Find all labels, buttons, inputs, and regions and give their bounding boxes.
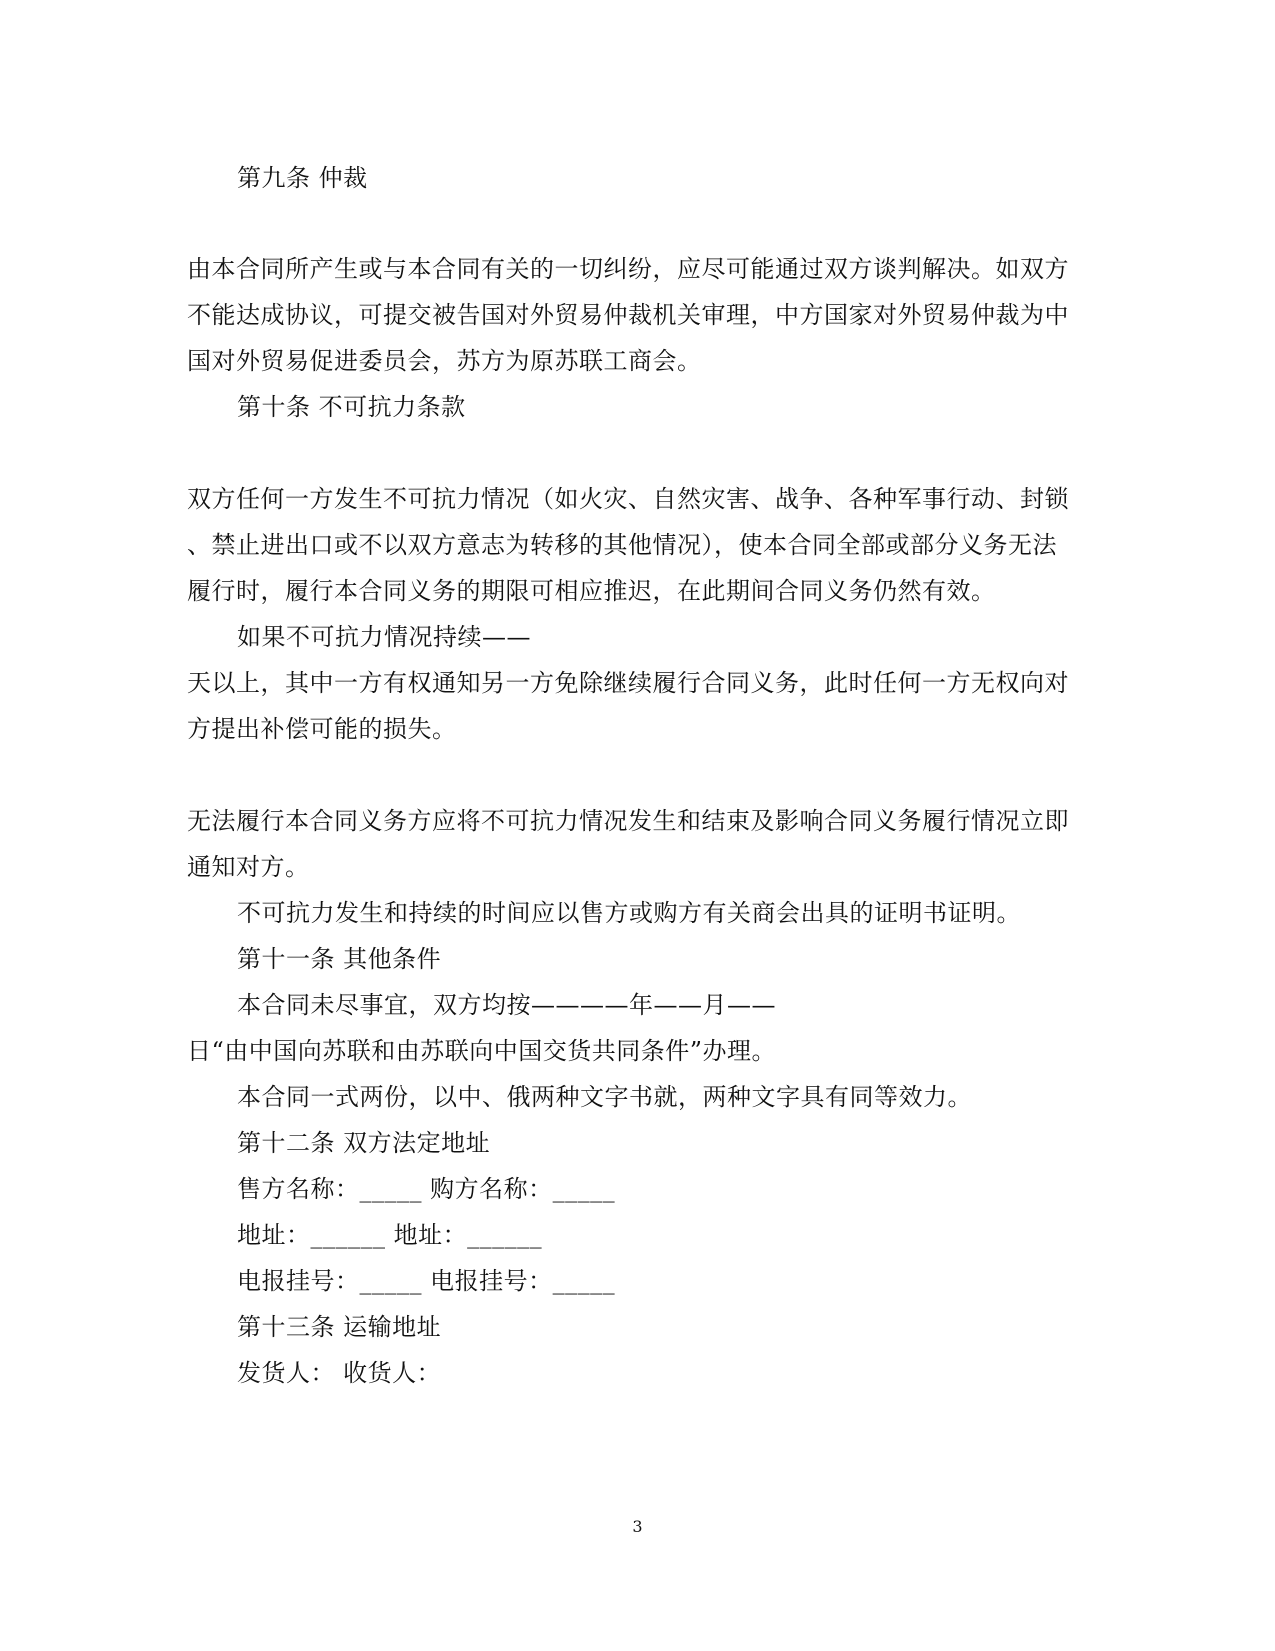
shipper-consignee-fields: 发货人： 收货人： bbox=[237, 1359, 442, 1387]
article-10-heading: 第十条 不可抗力条款 bbox=[237, 393, 466, 421]
paragraph-line: 如果不可抗力情况持续—— bbox=[237, 623, 531, 651]
article-13-heading: 第十三条 运输地址 bbox=[237, 1313, 442, 1341]
paragraph-line: 、禁止进出口或不以双方意志为转移的其他情况），使本合同全部或部分义务无法 bbox=[187, 531, 1057, 559]
paragraph-line: 通知对方。 bbox=[187, 853, 310, 881]
paragraph-line: 不可抗力发生和持续的时间应以售方或购方有关商会出具的证明书证明。 bbox=[237, 899, 1021, 927]
paragraph-line: 国对外贸易促进委员会，苏方为原苏联工商会。 bbox=[187, 347, 702, 375]
paragraph-line: 本合同一式两份，以中、俄两种文字书就，两种文字具有同等效力。 bbox=[237, 1083, 972, 1111]
paragraph-line: 履行时，履行本合同义务的期限可相应推迟，在此期间合同义务仍然有效。 bbox=[187, 577, 996, 605]
paragraph-line: 天以上，其中一方有权通知另一方免除继续履行合同义务，此时任何一方无权向对 bbox=[187, 669, 1069, 697]
party-name-fields: 售方名称：_____ 购方名称：_____ bbox=[237, 1175, 616, 1203]
paragraph-line: 无法履行本合同义务方应将不可抗力情况发生和结束及影响合同义务履行情况立即 bbox=[187, 807, 1069, 835]
paragraph-line: 日“由中国向苏联和由苏联向中国交货共同条件”办理。 bbox=[187, 1037, 777, 1065]
telegraph-fields: 电报挂号：_____ 电报挂号：_____ bbox=[237, 1267, 616, 1295]
article-12-heading: 第十二条 双方法定地址 bbox=[237, 1129, 491, 1157]
page-number: 3 bbox=[632, 1517, 643, 1536]
article-11-heading: 第十一条 其他条件 bbox=[237, 945, 442, 973]
paragraph-line: 本合同未尽事宜，双方均按————年——月—— bbox=[237, 991, 776, 1019]
paragraph-line: 不能达成协议，可提交被告国对外贸易仲裁机关审理，中方国家对外贸易仲裁为中 bbox=[187, 301, 1069, 329]
paragraph-line: 方提出补偿可能的损失。 bbox=[187, 715, 457, 743]
article-9-heading: 第九条 仲裁 bbox=[237, 164, 368, 192]
address-fields: 地址：______ 地址：______ bbox=[237, 1221, 543, 1249]
paragraph-line: 双方任何一方发生不可抗力情况（如火灾、自然灾害、战争、各种军事行动、封锁 bbox=[187, 485, 1069, 513]
paragraph-line: 由本合同所产生或与本合同有关的一切纠纷，应尽可能通过双方谈判解决。如双方 bbox=[187, 255, 1069, 283]
